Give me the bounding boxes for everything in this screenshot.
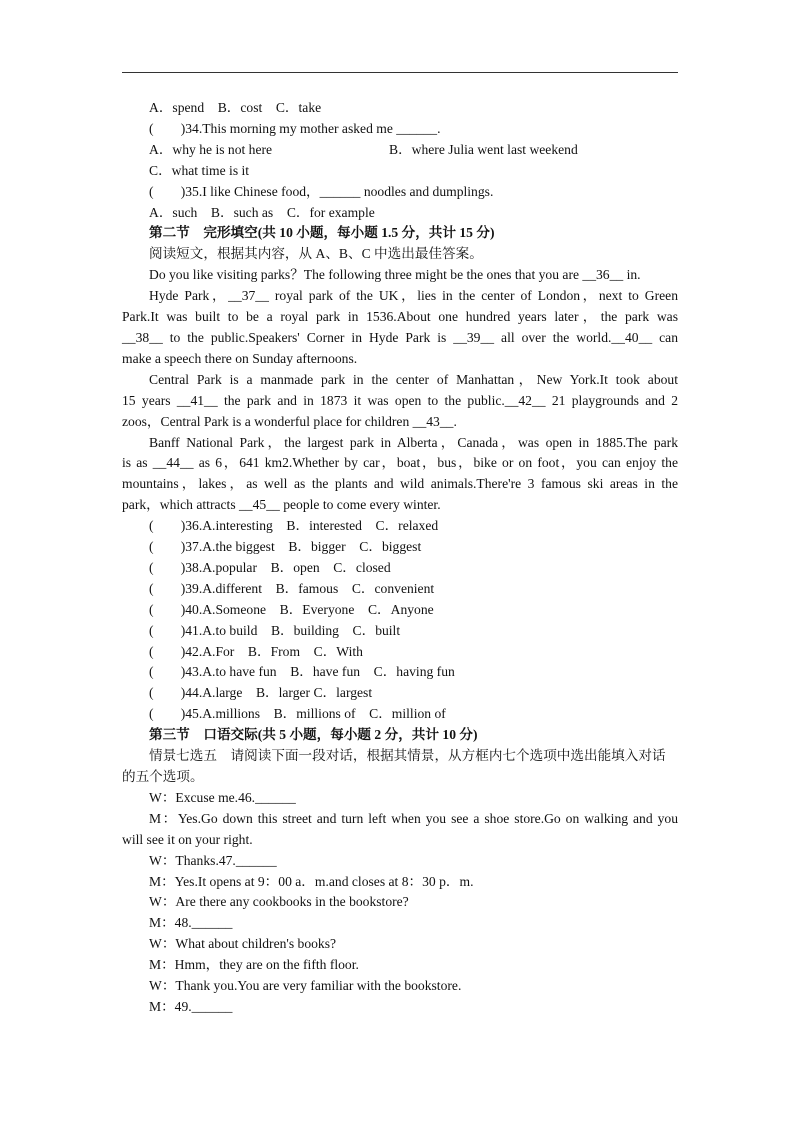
q34-options-row	[122, 140, 678, 161]
passage-p3-line: 15 years __41__ the park and in 1873 it was open to the public.__42__ 21 playgrounds and 2	[122, 392, 678, 408]
cloze-question-44: ( )44.A.large B．larger C．largest	[149, 685, 373, 701]
passage-p3-line: zoos，Central Park is a wonderful place for children __43__.	[122, 413, 457, 429]
passage-p4-line: mountains，lakes，as well as the plants and wild animals.There're 3 famous ski areas in the	[122, 476, 678, 492]
cloze-question-39: ( )39.A.different B．famous C．convenient	[149, 580, 435, 596]
passage-p1-line: Do you like visiting parks？The following three might be the ones that you are __36__ in.	[149, 267, 641, 283]
dialogue-line: W：Are there any cookbooks in the bookstore?	[149, 894, 409, 910]
dialogue-line: M：Hmm，they are on the fifth floor.	[149, 957, 359, 973]
passage-p2-line: Hyde Park，__37__ royal park of the UK，lies in the center of London，next to Green	[149, 288, 678, 304]
q34-option-a: A．why he is not here	[149, 141, 273, 157]
dialogue-line: will see it on your right.	[122, 831, 253, 847]
exam-content	[122, 98, 678, 1018]
section3-title: 第三节 口语交际(共 5 小题，每小题 2 分，共计 10 分)	[149, 727, 478, 743]
cloze-question-36: ( )36.A.interesting B．interested C．relaxed	[149, 518, 439, 534]
q33-options: A．spend B．cost C．take	[149, 100, 322, 115]
dialogue-line: M：Yes.It opens at 9：00 a．m.and closes at 8：30 p．m.	[149, 873, 474, 889]
cloze-question-41: ( )41.A.to build B．building C．built	[149, 622, 401, 638]
cloze-question-38: ( )38.A.popular B．open C．closed	[149, 559, 391, 575]
q35-options: A．such B．such as C．for example	[149, 204, 375, 220]
cloze-question-40: ( )40.A.Someone B．Everyone C．Anyone	[149, 601, 434, 617]
section3-instruction: 情景七选五 请阅读下面一段对话，根据其情景，从方框内七个选项中选出能填入对话	[149, 748, 666, 764]
dialogue-line: W：Thanks.47.______	[149, 852, 277, 868]
dialogue-line: W：Excuse me.46.______	[149, 789, 296, 805]
cloze-question-43: ( )43.A.to have fun B．have fun C．having fun	[149, 664, 455, 680]
passage-p4-line: park，which attracts __45__ people to come every winter.	[122, 497, 441, 513]
cloze-question-42: ( )42.A.For B．From C．With	[149, 643, 363, 659]
cloze-question-45: ( )45.A.millions B．millions of C．million of	[149, 706, 446, 722]
dialogue-line: W：Thank you.You are very familiar with the bookstore.	[149, 978, 462, 994]
dialogue-line: M：Yes.Go down this street and turn left when you see a shoe store.Go on walking and you	[149, 810, 678, 826]
cloze-question-37: ( )37.A.the biggest B．bigger C．biggest	[149, 539, 422, 555]
passage-p3-line: Central Park is a manmade park in the center of Manhattan，New York.It took about	[149, 371, 678, 387]
dialogue-line: M：48.______	[149, 915, 233, 931]
passage-p2-line: __38__ to the public.Speakers' Corner in Hyde Park is __39__ all over the world.__40__ can	[122, 329, 678, 345]
passage-p2-line: Park.It was built to be a royal park in 1536.About one hundred years later，the park was	[122, 309, 678, 325]
section3-instruction-cont: 的五个选项。	[122, 769, 204, 784]
header-rule	[122, 72, 678, 73]
q34-stem: ( )34.This morning my mother asked me ______.	[149, 120, 441, 136]
dialogue-line: W：What about children's books?	[149, 936, 337, 952]
section2-title: 第二节 完形填空(共 10 小题，每小题 1.5 分，共计 15 分)	[149, 225, 495, 241]
passage-p4-line: Banff National Park，the largest park in Alberta，Canada，was open in 1885.The park	[149, 434, 678, 450]
dialogue-line: M：49.______	[149, 998, 233, 1014]
passage-p2-line: make a speech there on Sunday afternoons.	[122, 350, 358, 366]
passage-p4-line: is as __44__ as 6，641 km2.Whether by car，boat，bus，bike or on foot，you can enjoy the	[122, 455, 678, 471]
q35-stem: ( )35.I like Chinese food，______ noodles and dumplings.	[149, 183, 494, 199]
section2-instruction: 阅读短文，根据其内容，从 A、B、C 中选出最佳答案。	[149, 246, 483, 262]
q34-option-c: C．what time is it	[149, 162, 250, 178]
q34-option-b: B．where Julia went last weekend	[389, 141, 578, 157]
